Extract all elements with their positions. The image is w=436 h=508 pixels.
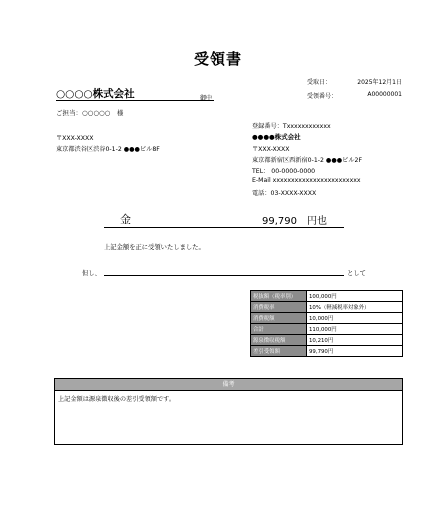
summary-value: 100,000円 [307, 291, 403, 302]
receipt-number-value: A00000001 [367, 91, 402, 98]
onchu-label: 御中 [200, 95, 213, 102]
summary-label: 税抜額（税率別） [251, 291, 307, 302]
summary-label: 源泉徴収税額 [251, 335, 307, 346]
table-row [251, 302, 403, 313]
notes-header: 備考 [55, 379, 402, 391]
summary-value: 10,210円 [307, 335, 403, 346]
notes-body: 上記金額は源泉徴収後の差引受領額です。 [58, 396, 176, 403]
tadashi-line [104, 275, 344, 276]
summary-value: 110,000円 [307, 324, 403, 335]
amount-underline [104, 227, 344, 228]
table-row [251, 324, 403, 335]
receipt-statement: 上記金額を正に受領いたしました。 [104, 244, 205, 251]
issuer-address: 東京都新宿区西新宿0-1-2 ●●●ビル2F [252, 157, 362, 164]
tadashi-label: 但し、 [82, 270, 101, 277]
summary-label: 消費税額 [251, 313, 307, 324]
summary-label: 消費税率 [251, 302, 307, 313]
summary-value: 10,000円 [307, 313, 403, 324]
recipient-name: ○○○○株式会社 [56, 88, 135, 100]
notes-box [54, 378, 403, 445]
recipient-postal: 〒XXX-XXXX [56, 135, 94, 142]
summary-table [250, 290, 403, 357]
summary-label: 合計 [251, 324, 307, 335]
summary-value: 10%（軽減税率対象外） [307, 302, 403, 313]
amount-label: 金 [120, 213, 131, 226]
issuer-registration: 登録番号：Txxxxxxxxxxxx [252, 123, 331, 130]
toshite-label: として [347, 270, 366, 277]
table-row [251, 313, 403, 324]
issuer-company: ●●●●株式会社 [252, 133, 301, 141]
recipient-address: 東京都渋谷区渋谷0-1-2 ●●●ビル8F [56, 146, 160, 153]
recipient-attention: ご担当：○○○○○ 様 [56, 109, 124, 117]
issuer-postal: 〒XXX-XXXX [252, 146, 290, 153]
receipt-number-label: 受領番号： [307, 93, 338, 100]
issuer-email: E-Mail xxxxxxxxxxxxxxxxxxxxxxxx [252, 177, 361, 184]
recipient-underline [56, 100, 214, 101]
summary-value: 99,790円 [307, 346, 403, 357]
issuer-tel: TEL： 00-0000-0000 [252, 168, 316, 175]
table-row [251, 346, 403, 357]
received-date-label: 受取日： [307, 79, 332, 86]
document-title: 受領書 [193, 50, 242, 68]
issuer-phone: 電話：03-XXXX-XXXX [252, 190, 317, 197]
received-date-value: 2025年12月1日 [357, 79, 402, 86]
table-row [251, 335, 403, 346]
summary-label: 差引受領額 [251, 346, 307, 357]
amount-value: 99,790 円也 [262, 216, 327, 227]
table-row [251, 291, 403, 302]
